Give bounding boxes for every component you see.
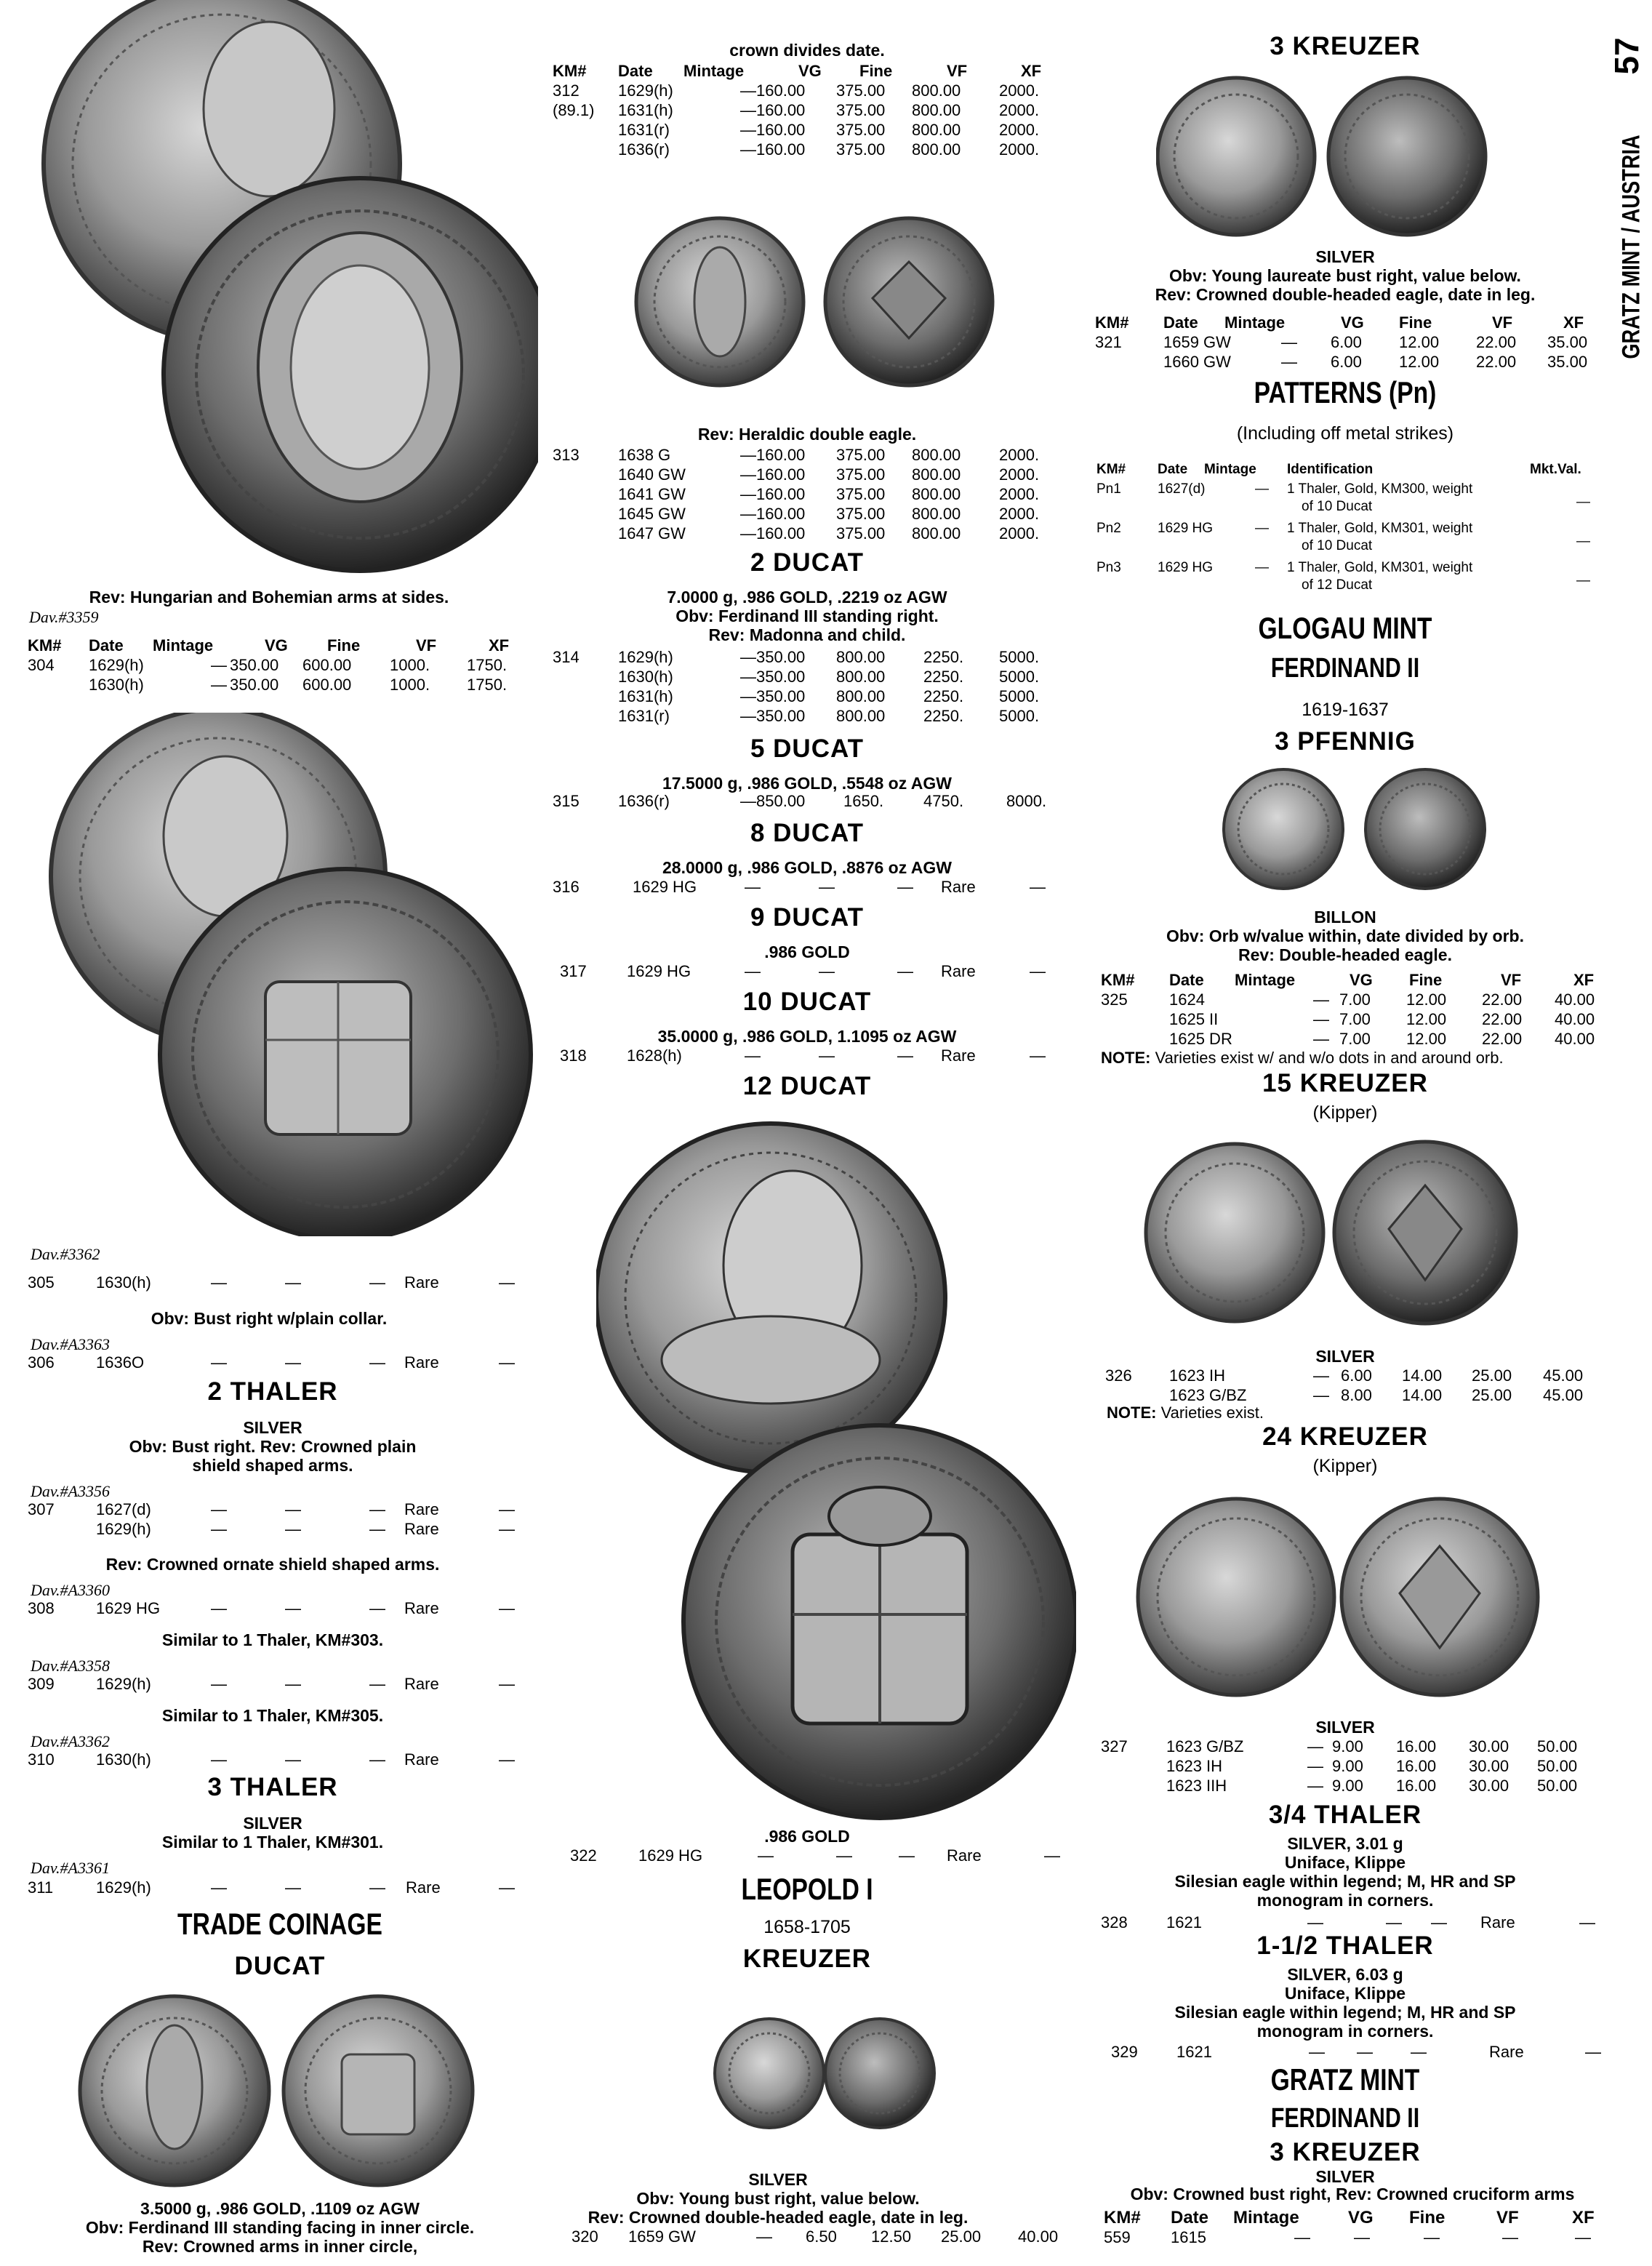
table-308 [28, 1598, 537, 1618]
table-header: KM# Date Mintage VG Fine VF XF [1095, 313, 1584, 332]
desc-328-line2: monogram in corners. [1256, 1891, 1434, 1910]
dav-311: Dav.#A3361 [31, 1859, 110, 1877]
table-328 [1101, 1913, 1603, 1932]
heading-2-ducat: 2 DUCAT [750, 548, 865, 577]
table-318 [553, 1046, 1062, 1065]
table-row: 316 1629 HG — — — Rare — [553, 878, 1046, 896]
desc-328-line1: Silesian eagle within legend; M, HR and SP [1174, 1872, 1516, 1891]
table-row: 320 1659 GW — 6.50 12.50 25.00 40.00 [572, 2227, 1059, 2246]
metal-321: SILVER [1315, 247, 1375, 266]
heading-24-kreuzer: 24 KREUZER [1262, 1422, 1428, 1451]
table-row: 321 1659 GW — 6.00 12.00 22.00 35.00 [1095, 333, 1588, 351]
table-322 [553, 1846, 1062, 1865]
heading-5-ducat: 5 DUCAT [750, 734, 865, 763]
table-316 [553, 877, 1062, 897]
rev-313-text: Rev: Heraldic double eagle. [697, 425, 917, 444]
table-306 [28, 1353, 537, 1372]
coin-photo-325 [1222, 764, 1498, 894]
heading-ducat: DUCAT [234, 1952, 326, 1980]
obv-306-text: Obv: Bust right w/plain collar. [151, 1309, 388, 1328]
obv-321: Obv: Young laureate bust right, value below. [1169, 266, 1521, 285]
sim-311-text: Similar to 1 Thaler, KM#301. [161, 1833, 384, 1851]
spec-328: SILVER, 3.01 g [1287, 1834, 1403, 1853]
heading-9-ducat: 9 DUCAT [750, 903, 865, 932]
heading-kreuzer: KREUZER [742, 1945, 872, 1973]
dav-307: Dav.#A3356 [31, 1482, 110, 1500]
table-317 [553, 961, 1062, 981]
table-304 [28, 636, 537, 694]
table-row: 307 1627(d) — — — Rare — [28, 1500, 515, 1518]
dav-308: Dav.#A3360 [31, 1581, 110, 1599]
metal-327: SILVER [1315, 1718, 1375, 1737]
desc-329-line1: Silesian eagle within legend; M, HR and SP [1174, 2003, 1516, 2022]
table-row: 1631(h) — 350.00 800.00 2250. 5000. [618, 687, 1040, 705]
dav-309: Dav.#A3358 [31, 1657, 110, 1675]
obv-320: Obv: Young bust right, value below. [636, 2189, 920, 2208]
note-label: NOTE: [1101, 1049, 1151, 1067]
coin-photo-thaler-304 [29, 0, 538, 589]
table-307 [28, 1500, 537, 1539]
table-row: 1641 GW — 160.00 375.00 800.00 2000. [618, 485, 1040, 503]
table-row: 306 1636O — — — Rare — [28, 1353, 515, 1372]
coin-photo-327 [1134, 1481, 1541, 1713]
heading-trade-coinage: TRADE COINAGE [177, 1907, 382, 1941]
table-row: 1623 IIH — 9.00 16.00 30.00 50.00 [1166, 1777, 1578, 1795]
note-text: Varieties exist w/ and w/o dots in and around orb. [1155, 1049, 1504, 1067]
spec-315: 17.5000 g, .986 GOLD, .5548 oz AGW [662, 774, 952, 793]
leopold-years: 1658-1705 [763, 1917, 851, 1937]
dav-306: Dav.#A3363 [31, 1335, 110, 1353]
table-329 [1111, 2042, 1613, 2062]
ducat-rev: Rev: Crowned arms in inner circle, [142, 2237, 418, 2256]
table-row: 322 1629 HG — — — Rare — [570, 1846, 1060, 1865]
table-row: 1630(h) — 350.00 800.00 2250. 5000. [618, 668, 1040, 686]
table-header: KM# Date Mintage VG Fine VF XF [28, 636, 510, 654]
table-row: 305 1630(h) — — — Rare — [28, 1273, 515, 1292]
table-row: 1647 GW — 160.00 375.00 800.00 2000. [618, 524, 1040, 543]
metal-326: SILVER [1315, 1347, 1375, 1366]
table-313 [553, 445, 1062, 543]
table-row: 1645 GW — 160.00 375.00 800.00 2000. [618, 505, 1040, 523]
table-310 [28, 1750, 537, 1769]
patterns-table [1096, 460, 1598, 598]
spec-316: 28.0000 g, .986 GOLD, .8876 oz AGW [662, 858, 952, 877]
ducat-spec: 3.5000 g, .986 GOLD, .1109 oz AGW [140, 2199, 420, 2218]
table-321 [1095, 313, 1604, 372]
heading-3-kreuzer-b: 3 KREUZER [1270, 2138, 1421, 2166]
table-320 [572, 2227, 1080, 2246]
table-327 [1101, 1737, 1603, 1795]
table-row: 1625 DR — 7.00 12.00 22.00 40.00 [1169, 1030, 1595, 1048]
obv-314: Obv: Ferdinand III standing right. [675, 606, 939, 625]
table-row: 318 1628(h) — — — Rare — [560, 1046, 1046, 1065]
heading-glogau-mint: GLOGAU MINT [1258, 611, 1432, 645]
running-head-title: GRATZ MINT / AUSTRIA [1617, 135, 1645, 359]
heading-ferdinand-ii: FERDINAND II [1270, 653, 1420, 684]
table-row: 1660 GW — 6.00 12.00 22.00 35.00 [1163, 353, 1588, 371]
rev-304-text: Rev: Hungarian and Bohemian arms at sides. [89, 588, 449, 606]
table-559 [1104, 2208, 1605, 2247]
coin-photo-320 [713, 1990, 938, 2157]
rev-325: Rev: Double-headed eagle. [1238, 945, 1452, 964]
table-row: 1640 GW — 160.00 375.00 800.00 2000. [618, 465, 1040, 484]
table-row: 328 1621 — — — Rare — [1101, 1913, 1595, 1931]
table-header: KM# Date Mintage VG Fine VF XF [1101, 971, 1595, 989]
obv-559: Obv: Crowned bust right, Rev: Crowned cruciform arms [1130, 2185, 1575, 2203]
table-row: 1631(r) — 350.00 800.00 2250. 5000. [618, 707, 1040, 725]
table-309 [28, 1674, 537, 1694]
metal-320: SILVER [748, 2170, 808, 2189]
coin-photo-313 [633, 211, 996, 393]
rev-320: Rev: Crowned double-headed eagle, date in leg. [588, 2208, 969, 2227]
table-row: 315 1636(r) — 850.00 1650. 4750. 8000. [553, 792, 1047, 810]
obv-325: Obv: Orb w/value within, date divided by orb. [1166, 926, 1524, 945]
ferdinand-ii-years: 1619-1637 [1302, 700, 1389, 720]
table-row: (89.1) 1631(h) — 160.00 375.00 800.00 2000. [553, 101, 1040, 119]
table-header: KM# Date Mintage VG Fine VF XF [553, 62, 1042, 80]
table-row: 327 1623 G/BZ — 9.00 16.00 30.00 50.00 [1101, 1737, 1578, 1755]
table-row: 1625 II — 7.00 12.00 22.00 40.00 [1169, 1010, 1595, 1028]
table-312 [553, 61, 1062, 159]
table-row: 559 1615 — — — — — [1104, 2228, 1591, 2246]
sim-309-text: Similar to 1 Thaler, KM#303. [161, 1630, 384, 1649]
table-row: 1629(h) — — — Rare — [96, 1520, 515, 1538]
table-326 [1105, 1366, 1607, 1405]
heading-15-kreuzer: 15 KREUZER [1262, 1069, 1428, 1097]
uniface-328: Uniface, Klippe [1284, 1853, 1406, 1872]
dav-304: Dav.#3359 [29, 608, 99, 626]
table-row: 326 1623 IH — 6.00 14.00 25.00 45.00 [1105, 1366, 1584, 1385]
table-row: 304 1629(h) — 350.00 600.00 1000. 1750. [28, 656, 508, 674]
note-325 [1101, 1049, 1504, 1068]
spec-329: SILVER, 6.03 g [1287, 1965, 1403, 1984]
heading-patterns: PATTERNS (Pn) [1254, 375, 1437, 409]
note-326 [1107, 1404, 1264, 1422]
dav-305: Dav.#3362 [31, 1245, 100, 1263]
coin-photo-ducat [73, 1993, 494, 2189]
table-row: 329 1621 — — — Rare — [1111, 2043, 1601, 2061]
table-315 [553, 791, 1062, 811]
spec-322: .986 GOLD [764, 1827, 850, 1846]
heading-3-pfennig: 3 PFENNIG [1275, 727, 1416, 756]
table-row: 325 1624 — 7.00 12.00 22.00 40.00 [1101, 990, 1595, 1009]
metal-559: SILVER [1315, 2167, 1375, 2186]
spec-318: 35.0000 g, .986 GOLD, 1.1095 oz AGW [657, 1027, 957, 1046]
metal-3-thaler: SILVER [243, 1814, 302, 1833]
table-row: 310 1630(h) — — — Rare — [28, 1750, 515, 1769]
kipper-24: (Kipper) [1312, 1456, 1378, 1476]
table-row: 312 1629(h) — 160.00 375.00 800.00 2000. [553, 81, 1040, 100]
uniface-329: Uniface, Klippe [1284, 1984, 1406, 2003]
coin-photo-thaler-305 [29, 713, 545, 1236]
table-header: KM# Date Mintage Identification Mkt.Val. [1096, 462, 1581, 477]
running-head [1610, 15, 1646, 422]
table-314 [553, 647, 1062, 726]
table-row: 1631(r) — 160.00 375.00 800.00 2000. [618, 121, 1040, 139]
patterns-subtitle: (Including off metal strikes) [1236, 423, 1454, 444]
note-label: NOTE: [1107, 1404, 1157, 1422]
metal-325: BILLON [1314, 908, 1376, 926]
heading-1-1-2-thaler: 1-1/2 THALER [1256, 1931, 1434, 1960]
rev-308-text: Rev: Crowned ornate shield shaped arms. [105, 1555, 440, 1574]
obv-2-thaler-line2: shield shaped arms. [192, 1456, 353, 1475]
table-311 [28, 1878, 537, 1897]
table-305 [28, 1273, 537, 1292]
heading-gratz-mint: GRATZ MINT [1270, 2062, 1420, 2097]
heading-3-thaler: 3 THALER [207, 1773, 338, 1801]
sim-310-text: Similar to 1 Thaler, KM#305. [161, 1706, 384, 1725]
table-row: Pn3 1629 HG — 1 Thaler, Gold, KM301, weight of 12 Ducat — [1096, 560, 1590, 593]
dav-310: Dav.#A3362 [31, 1732, 110, 1750]
table-row: 317 1629 HG — — — Rare — [560, 962, 1046, 980]
table-row: 1630(h) — 350.00 600.00 1000. 1750. [89, 676, 508, 694]
table-row: 308 1629 HG — — — Rare — [28, 1599, 515, 1617]
table-row: 313 1638 G — 160.00 375.00 800.00 2000. [553, 446, 1040, 464]
rev-321: Rev: Crowned double-headed eagle, date in leg. [1155, 285, 1536, 304]
coin-photo-321 [1156, 73, 1491, 240]
table-row: Pn1 1627(d) — 1 Thaler, Gold, KM300, weight of 10 Ducat — [1096, 481, 1590, 514]
table-row: 1636(r) — 160.00 375.00 800.00 2000. [618, 140, 1040, 159]
kipper-15: (Kipper) [1312, 1102, 1378, 1123]
heading-10-ducat: 10 DUCAT [742, 988, 872, 1016]
obv-2-thaler-line1: Obv: Bust right. Rev: Crowned plain [129, 1437, 417, 1456]
coin-photo-326 [1142, 1127, 1520, 1338]
table-row: Pn2 1629 HG — 1 Thaler, Gold, KM301, weight of 10 Ducat — [1096, 521, 1590, 553]
heading-2-thaler: 2 THALER [207, 1377, 338, 1406]
page-number: 57 [1608, 37, 1645, 75]
heading-leopold-i: LEOPOLD I [741, 1872, 873, 1906]
heading-8-ducat: 8 DUCAT [750, 819, 865, 847]
note-text: Varieties exist. [1160, 1404, 1264, 1422]
heading-12-ducat: 12 DUCAT [742, 1072, 872, 1100]
cont-text: crown divides date. [729, 41, 885, 60]
coin-photo-322 [596, 1120, 1076, 1825]
ducat-obv: Obv: Ferdinand III standing facing in inner circle. [85, 2218, 475, 2237]
table-325 [1101, 970, 1603, 1049]
spec-314: 7.0000 g, .986 GOLD, .2219 oz AGW [667, 588, 947, 606]
heading-3-4-thaler: 3/4 THALER [1268, 1801, 1422, 1829]
table-row: 311 1629(h) — — — Rare — [28, 1878, 515, 1897]
table-row: 309 1629(h) — — — Rare — [28, 1675, 515, 1693]
desc-329-line2: monogram in corners. [1256, 2022, 1434, 2041]
spec-317: .986 GOLD [764, 942, 850, 961]
table-row: 314 1629(h) — 350.00 800.00 2250. 5000. [553, 648, 1040, 666]
table-header: KM# Date Mintage VG Fine VF XF [1104, 2208, 1595, 2227]
table-row: 1623 G/BZ — 8.00 14.00 25.00 45.00 [1169, 1386, 1584, 1404]
rev-314: Rev: Madonna and child. [708, 625, 906, 644]
heading-3-kreuzer: 3 KREUZER [1270, 32, 1421, 60]
heading-ferdinand-ii-b: FERDINAND II [1270, 2103, 1420, 2134]
metal-2-thaler: SILVER [243, 1418, 302, 1437]
table-row: 1623 IH — 9.00 16.00 30.00 50.00 [1166, 1757, 1578, 1775]
